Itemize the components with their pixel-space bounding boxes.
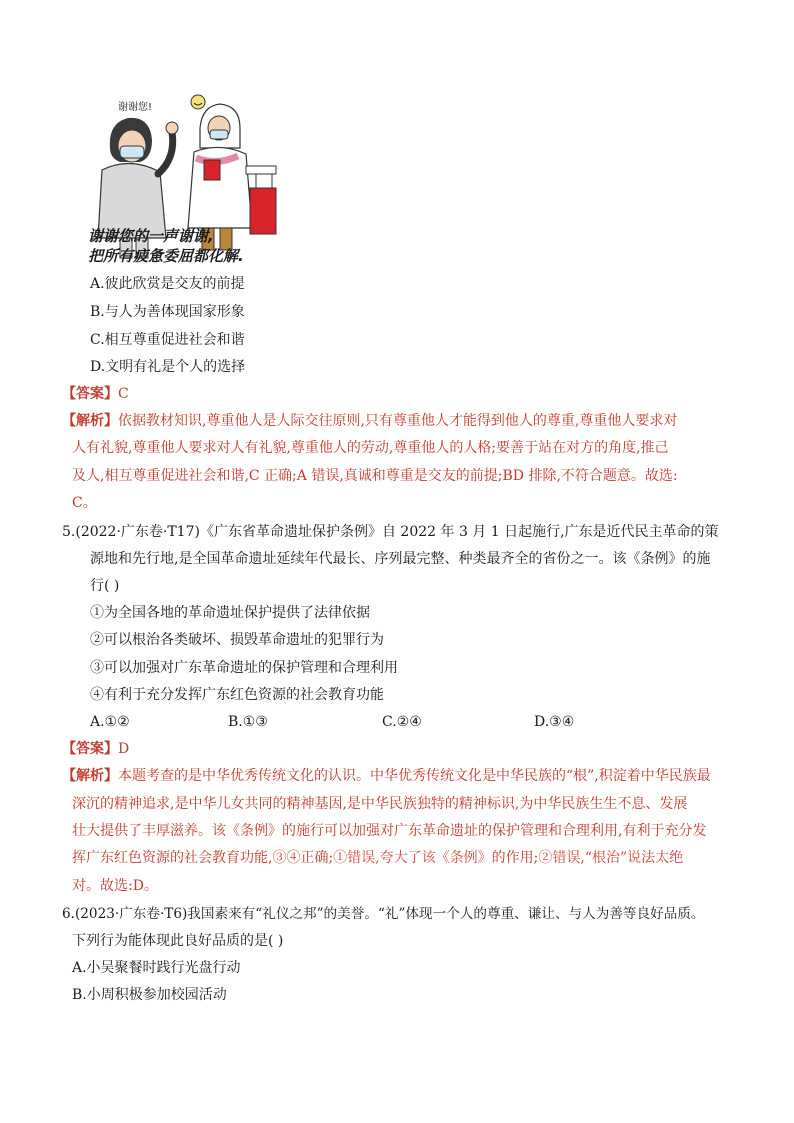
q6-stem-line-1: 6.(2023·广东卷·T6)我国素来有“礼仪之邦”的美誉。“礼”体现一个人的尊重、谦让、与人为善等良好品质。: [62, 906, 705, 922]
q4-analysis-line-4: C。: [72, 495, 97, 511]
analysis-text-a: 挥广东红色资源的社会教育功能,③④正确;: [72, 850, 334, 866]
q5-stem-line-3: 行( ): [90, 578, 120, 594]
answer-tag: 【答案】: [62, 386, 118, 402]
q5-analysis-line-2: 深沉的精神追求,是中华儿女共同的精神基因,是中华民族独特的精神标识,为中华民族生生不息、发展: [72, 796, 688, 812]
q4-option-c: C.相互尊重促进社会和谐: [90, 332, 245, 348]
answer-value: C: [118, 386, 129, 402]
q4-option-a: A.彼此欣赏是交友的前提: [90, 276, 245, 292]
q6-option-a: A.小吴聚餐时践行光盘行动: [72, 960, 241, 976]
q5-item-1: ①为全国各地的革命遗址保护提供了法律依据: [90, 605, 370, 621]
q4-option-d: D.文明有礼是个人的选择: [90, 359, 246, 375]
analysis-text: 依据教材知识,尊重他人是人际交往原则,只有尊重他人才能得到他人的尊重,尊重他人要求对: [118, 413, 678, 429]
q6-option-b: B.小周积极参加校园活动: [72, 987, 227, 1003]
analysis-text-b: ①错误,夸大了该《条例》: [333, 850, 492, 866]
q5-option-c: C.②④: [382, 714, 422, 730]
analysis-tag: 【解析】: [62, 768, 118, 784]
q4-analysis-line-3: 及人,相互尊重促进社会和谐,C 正确;A 错误,真诚和尊重是交友的前提;BD 排除,不符合题意。故选:: [72, 468, 678, 484]
q5-analysis-line-3: 壮大提供了丰厚滋养。该《条例》的施行可以加强对广东革命遗址的保护管理和合理利用,有利于充分发: [72, 823, 707, 839]
q5-analysis-line-1: [62, 766, 711, 786]
analysis-text-d: ②错误,“根治”说法太绝: [538, 850, 684, 866]
q5-option-a: A.①②: [90, 714, 130, 730]
q6-stem-line-2: 下列行为能体现此良好品质的是( ): [72, 933, 284, 949]
q5-item-3: ③可以加强对广东革命遗址的保护管理和合理利用: [90, 660, 398, 676]
q5-option-d: D.③④: [534, 714, 575, 730]
answer-tag: 【答案】: [62, 741, 118, 757]
q4-option-b: B.与人为善体现国家形象: [90, 304, 245, 320]
q5-analysis-line-4: [72, 848, 683, 868]
analysis-text: 本题考查的是中华优秀传统文化的认识。中华优秀传统文化是中华民族的“根”,积淀着中华民族最: [118, 768, 711, 784]
analysis-tag: 【解析】: [62, 413, 118, 429]
q5-answer: [62, 739, 129, 759]
q5-stem-line-1: 5.(2022·广东卷·T17)《广东省革命遗址保护条例》自 2022 年 3 月 1 日起施行,广东是近代民主革命的策: [62, 524, 719, 540]
q4-answer: [62, 384, 129, 404]
q5-option-b: B.①③: [228, 714, 268, 730]
q5-stem-line-2: 源地和先行地,是全国革命遗址延续年代最长、序列最完整、种类最齐全的省份之一。该《条例》的施: [90, 551, 711, 567]
q5-item-2: ②可以根治各类破坏、损毁革命遗址的犯罪行为: [90, 632, 384, 648]
cartoon-caption-2: 把所有疲惫委屈都化解.: [88, 247, 244, 265]
speech-text: 谢谢您!: [118, 102, 153, 113]
answer-value: D: [118, 741, 130, 757]
q4-analysis-line-2: 人有礼貌,尊重他人要求对人有礼貌,尊重他人的劳动,尊重他人的人格;要善于站在对方的角度,推己: [72, 440, 669, 456]
q4-analysis-line-1: [62, 411, 677, 431]
q5-item-4: ④有利于充分发挥广东红色资源的社会教育功能: [90, 687, 384, 703]
q5-analysis-line-5: 对。故选:D。: [72, 878, 158, 894]
analysis-text-c: 的作用;: [491, 850, 539, 866]
cartoon-caption-1: 谢谢您的一声谢谢,: [88, 227, 214, 245]
